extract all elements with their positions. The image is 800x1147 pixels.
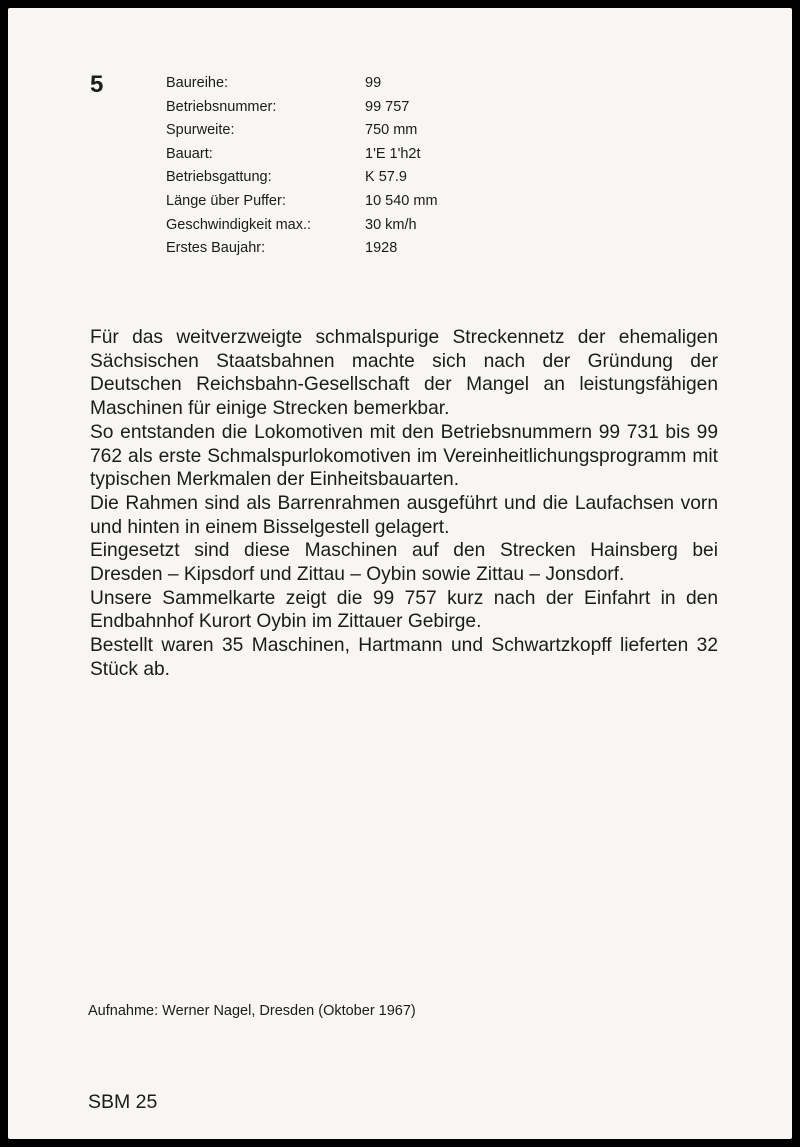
paragraph: Die Rahmen sind als Barrenrahmen ausgeführt und die Laufachsen vorn und hinten in einem Bisselgestell gelagert. bbox=[90, 492, 718, 538]
spec-row bbox=[166, 166, 438, 190]
spec-row bbox=[166, 237, 438, 261]
spec-value: K 57.9 bbox=[365, 169, 407, 186]
spec-table bbox=[166, 72, 438, 261]
spec-label: Spurweite: bbox=[166, 122, 235, 139]
description-text bbox=[90, 326, 718, 682]
spec-value: 99 757 bbox=[365, 98, 410, 115]
catalog-code: SBM 25 bbox=[88, 1091, 158, 1113]
paragraph: Bestellt waren 35 Maschinen, Hartmann und Schwartzkopff lieferten 32 Stück ab. bbox=[90, 635, 718, 680]
spec-label: Baureihe: bbox=[166, 75, 229, 91]
card-number: 5 bbox=[90, 71, 104, 98]
spec-label: Geschwindigkeit max.: bbox=[166, 216, 312, 233]
spec-value: 10 540 mm bbox=[365, 192, 438, 209]
spec-value: 30 km/h bbox=[365, 216, 417, 233]
spec-value: 1'E 1'h2t bbox=[365, 145, 421, 162]
spec-row bbox=[166, 119, 438, 143]
spec-value: 1928 bbox=[365, 240, 398, 257]
spec-label: Bauart: bbox=[166, 145, 213, 162]
photo-credit: Aufnahme: Werner Nagel, Dresden (Oktober 1967) bbox=[88, 1003, 416, 1019]
spec-value: 750 mm bbox=[365, 122, 418, 139]
spec-label: Betriebsnummer: bbox=[166, 98, 277, 115]
spec-label: Betriebsgattung: bbox=[166, 169, 272, 186]
spec-row bbox=[166, 96, 438, 120]
paragraph: Unsere Sammelkarte zeigt die 99 757 kurz nach der Einfahrt in den Endbahnhof Kurort Oybin im Zittauer Gebirge. bbox=[90, 587, 718, 633]
paragraph: So entstanden die Lokomotiven mit den Betriebsnummern 99 731 bis 99 762 als erste Schmalspurlokomotiven im Vereinheitlichungsprogramm mit typischen Merkmalen der Einheitsbauarten. bbox=[90, 421, 718, 491]
spec-row bbox=[166, 143, 438, 167]
spec-row bbox=[166, 72, 438, 96]
spec-label: Länge über Puffer: bbox=[166, 192, 286, 209]
spec-row bbox=[166, 190, 438, 214]
spec-row bbox=[166, 214, 438, 238]
spec-label: Erstes Baujahr: bbox=[166, 240, 266, 257]
collector-card bbox=[8, 8, 792, 1139]
paragraph: Für das weitverzweigte schmalspurige Streckennetz der ehemaligen Sächsischen Staatsbahnen machte sich nach der Gründung der Deutschen Reichsbahn-Gesellschaft der Mangel an leistungsfähigen Maschinen für einige Strecken bemerkbar. bbox=[90, 327, 718, 420]
paragraph: Eingesetzt sind diese Maschinen auf den Strecken Hainsberg bei Dresden – Kipsdorf und Zittau – Oybin sowie Zittau – Jonsdorf. bbox=[90, 540, 718, 586]
spec-value: 99 bbox=[365, 75, 382, 91]
